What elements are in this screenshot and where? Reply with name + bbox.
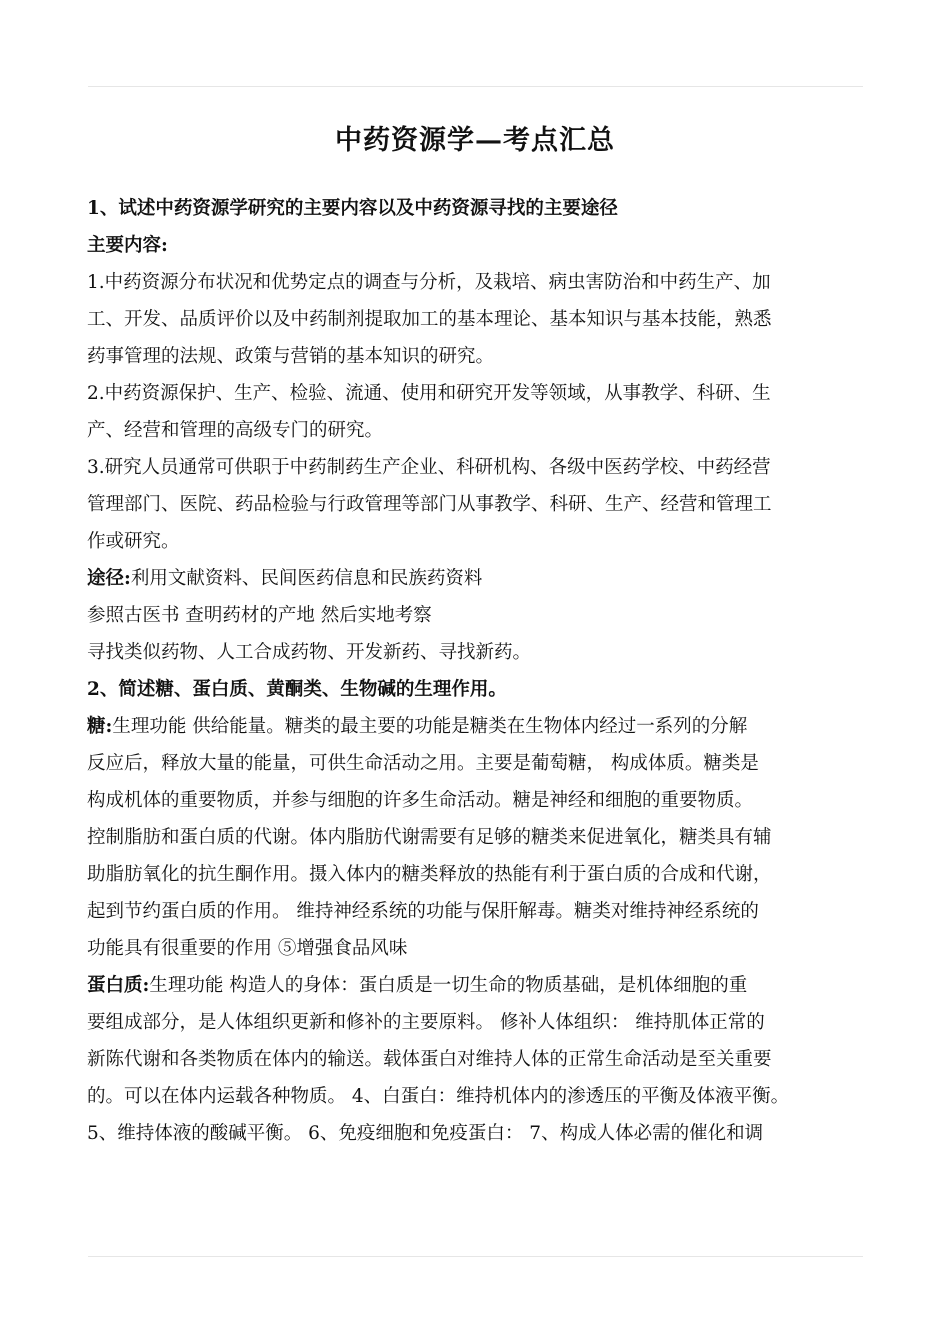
line-bold: 蛋白质: xyxy=(87,975,150,996)
text-line xyxy=(87,745,877,782)
line-text: 的。可以在体内运载各种物质。 4、白蛋白：维持机体内的渗透压的平衡及体液平衡。 xyxy=(87,1086,790,1107)
line-text: 反应后，释放大量的能量，可供生命活动之用。主要是葡萄糖， 构成体质。糖类是 xyxy=(87,753,759,774)
text-line xyxy=(87,301,877,338)
text-line xyxy=(87,708,877,745)
line-text: 要组成部分，是人体组织更新和修补的主要原料。 修补人体组织： 维持肌体正常的 xyxy=(87,1012,765,1033)
line-bold: 糖: xyxy=(87,716,113,737)
line-text: 1.中药资源分布状况和优势定点的调查与分析，及栽培、病虫害防治和中药生产、加 xyxy=(87,272,771,293)
text-line xyxy=(87,227,877,264)
line-text: 利用文献资料、民间医药信息和民族药资料 xyxy=(130,568,483,589)
text-line xyxy=(87,634,877,671)
page-top-rule xyxy=(88,86,863,87)
line-text: 寻找类似药物、人工合成药物、开发新药、寻找新药。 xyxy=(87,642,532,663)
text-line xyxy=(87,412,877,449)
text-line xyxy=(87,893,877,930)
text-line xyxy=(87,375,877,412)
text-line xyxy=(87,560,877,597)
line-text: 构成机体的重要物质，并参与细胞的许多生命活动。糖是神经和细胞的重要物质。 xyxy=(87,790,754,811)
text-line xyxy=(87,449,877,486)
line-text: 生理功能 供给能量。糖类的最主要的功能是糖类在生物体内经过一系列的分解 xyxy=(112,716,748,737)
text-line xyxy=(87,1004,877,1041)
line-text: 控制脂肪和蛋白质的代谢。体内脂肪代谢需要有足够的糖类来促进氧化，糖类具有辅 xyxy=(87,827,772,848)
text-line xyxy=(87,819,877,856)
line-text: 产、经营和管理的高级专门的研究。 xyxy=(87,420,384,441)
line-text: 生理功能 构造人的身体：蛋白质是一切生命的物质基础，是机体细胞的重 xyxy=(149,975,748,996)
text-line xyxy=(87,523,877,560)
text-line xyxy=(87,930,877,967)
line-text: 3.研究人员通常可供职于中药制药生产企业、科研机构、各级中医药学校、中药经营 xyxy=(87,457,771,478)
text-line xyxy=(87,1078,877,1115)
line-text: 作或研究。 xyxy=(87,531,180,552)
text-line xyxy=(87,190,877,227)
line-text: 工、开发、品质评价以及中药制剂提取加工的基本理论、基本知识与基本技能，熟悉 xyxy=(87,309,772,330)
line-text: 药事管理的法规、政策与营销的基本知识的研究。 xyxy=(87,346,495,367)
line-text: 助脂肪氧化的抗生酮作用。摄入体内的糖类释放的热能有利于蛋白质的合成和代谢， xyxy=(87,864,772,885)
line-text: 新陈代谢和各类物质在体内的输送。载体蛋白对维持人体的正常生命活动是至关重要 xyxy=(87,1049,772,1070)
text-line xyxy=(87,1115,877,1152)
line-bold: 主要内容: xyxy=(87,235,168,256)
text-line xyxy=(87,486,877,523)
line-text: 2.中药资源保护、生产、检验、流通、使用和研究开发等领域，从事教学、科研、生 xyxy=(87,383,771,404)
text-line xyxy=(87,1041,877,1078)
line-text: 起到节约蛋白质的作用。 维持神经系统的功能与保肝解毒。糖类对维持神经系统的 xyxy=(87,901,759,922)
line-bold: 1、试述中药资源学研究的主要内容以及中药资源寻找的主要途径 xyxy=(87,198,618,219)
document-title: 中药资源学—考点汇总 xyxy=(335,125,615,156)
text-line xyxy=(87,671,877,708)
text-line xyxy=(87,967,877,1004)
text-line xyxy=(87,338,877,375)
text-line xyxy=(87,856,877,893)
text-line xyxy=(87,597,877,634)
line-text: 功能具有很重要的作用 ⑤增强食品风味 xyxy=(87,938,408,959)
line-text: 参照古医书 查明药材的产地 然后实地考察 xyxy=(87,605,432,626)
line-text: 5、维持体液的酸碱平衡。 6、免疫细胞和免疫蛋白： 7、构成人体必需的催化和调 xyxy=(87,1123,764,1144)
line-bold: 2、简述糖、蛋白质、黄酮类、生物碱的生理作用。 xyxy=(87,679,507,700)
text-line xyxy=(87,264,877,301)
line-bold: 途径: xyxy=(87,568,131,589)
document-body xyxy=(87,190,877,1152)
page-bottom-rule xyxy=(88,1256,863,1257)
text-line xyxy=(87,782,877,819)
line-text: 管理部门、医院、药品检验与行政管理等部门从事教学、科研、生产、经营和管理工 xyxy=(87,494,772,515)
